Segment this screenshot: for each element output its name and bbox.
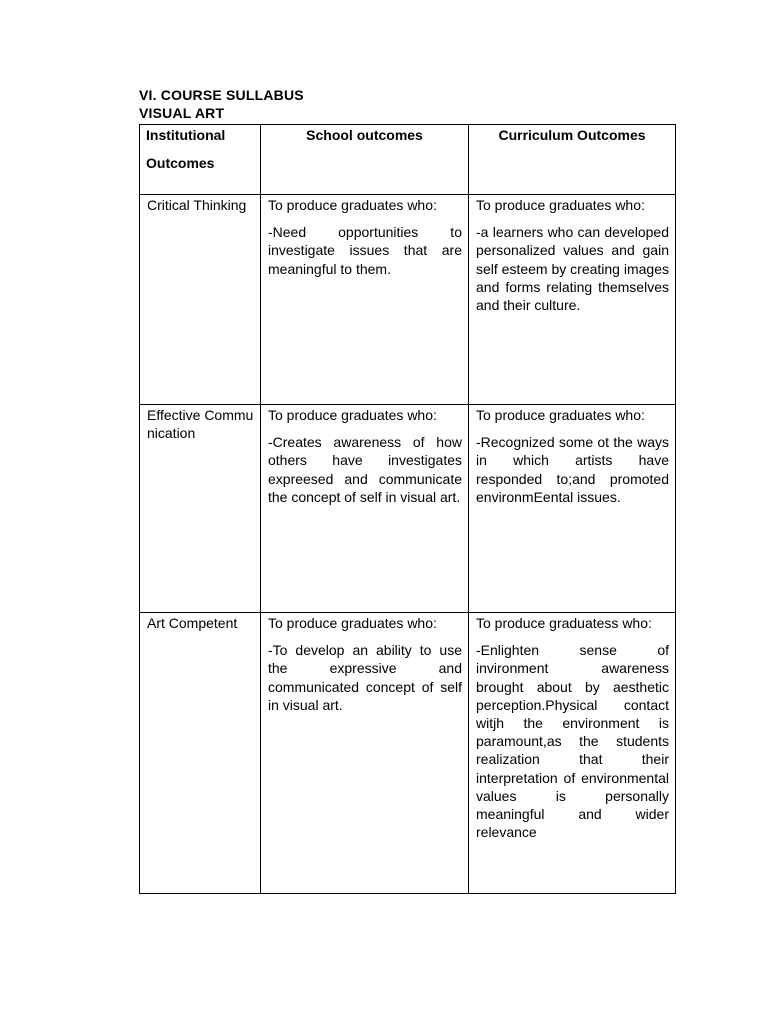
subject-heading: VISUAL ART: [139, 105, 225, 121]
header-institutional-line1: Institutional: [146, 127, 226, 143]
school-intro-text: To produce graduates who:: [268, 407, 437, 423]
institutional-outcome-label: Effective Communication: [147, 407, 254, 442]
school-intro-text: To produce graduates who:: [268, 197, 437, 213]
institutional-outcome-label: Critical Thinking: [147, 197, 247, 213]
school-intro-text: To produce graduates who:: [268, 615, 437, 631]
header-curriculum-outcomes: [469, 125, 676, 195]
table-row: [140, 405, 676, 613]
curriculum-intro-text: To produce graduates who:: [476, 407, 645, 423]
curriculum-cell: [469, 613, 676, 894]
curriculum-outcome-text: -Recognized some ot the ways in which artists have responded to;and promoted environmEental issues.: [476, 434, 669, 505]
school-cell: [261, 195, 469, 405]
school-outcome-text: -Need opportunities to investigate issues that are meaningful to them.: [268, 224, 462, 277]
header-school-label: School outcomes: [306, 127, 423, 143]
table-header-row: [140, 125, 676, 195]
section-heading: VI. COURSE SULLABUS: [139, 87, 304, 103]
header-institutional-outcomes: [140, 125, 261, 195]
header-curriculum-label: Curriculum Outcomes: [498, 127, 646, 143]
school-cell: [261, 613, 469, 894]
curriculum-outcome-text: -a learners who can developed personalized values and gain self esteem by creating images and forms relating themselves and their culture.: [476, 224, 669, 314]
school-outcome-text: -To develop an ability to use the expressive and communicated concept of self in visual art.: [268, 642, 462, 713]
school-outcome-text: -Creates awareness of how others have investigates expreesed and communicate the concept of self in visual art.: [268, 434, 462, 505]
header-school-outcomes: [261, 125, 469, 195]
school-cell: [261, 405, 469, 613]
curriculum-cell: [469, 195, 676, 405]
institutional-cell: [140, 613, 261, 894]
table-row: [140, 195, 676, 405]
institutional-cell: [140, 405, 261, 613]
header-institutional-line2: Outcomes: [146, 155, 215, 171]
curriculum-outcome-text: -Enlighten sense of invironment awareness brought about by aesthetic perception.Physical contact witjh the environment is paramount,as the students realization that their interpretation of environmental values is personally meaningful and wider relevance: [476, 642, 669, 841]
curriculum-intro-text: To produce graduates who:: [476, 197, 645, 213]
institutional-cell: [140, 195, 261, 405]
institutional-outcome-label: Art Competent: [147, 615, 238, 631]
syllabus-table: [139, 124, 676, 894]
curriculum-intro-text: To produce graduatess who:: [476, 615, 652, 631]
curriculum-cell: [469, 405, 676, 613]
table-row: [140, 613, 676, 894]
